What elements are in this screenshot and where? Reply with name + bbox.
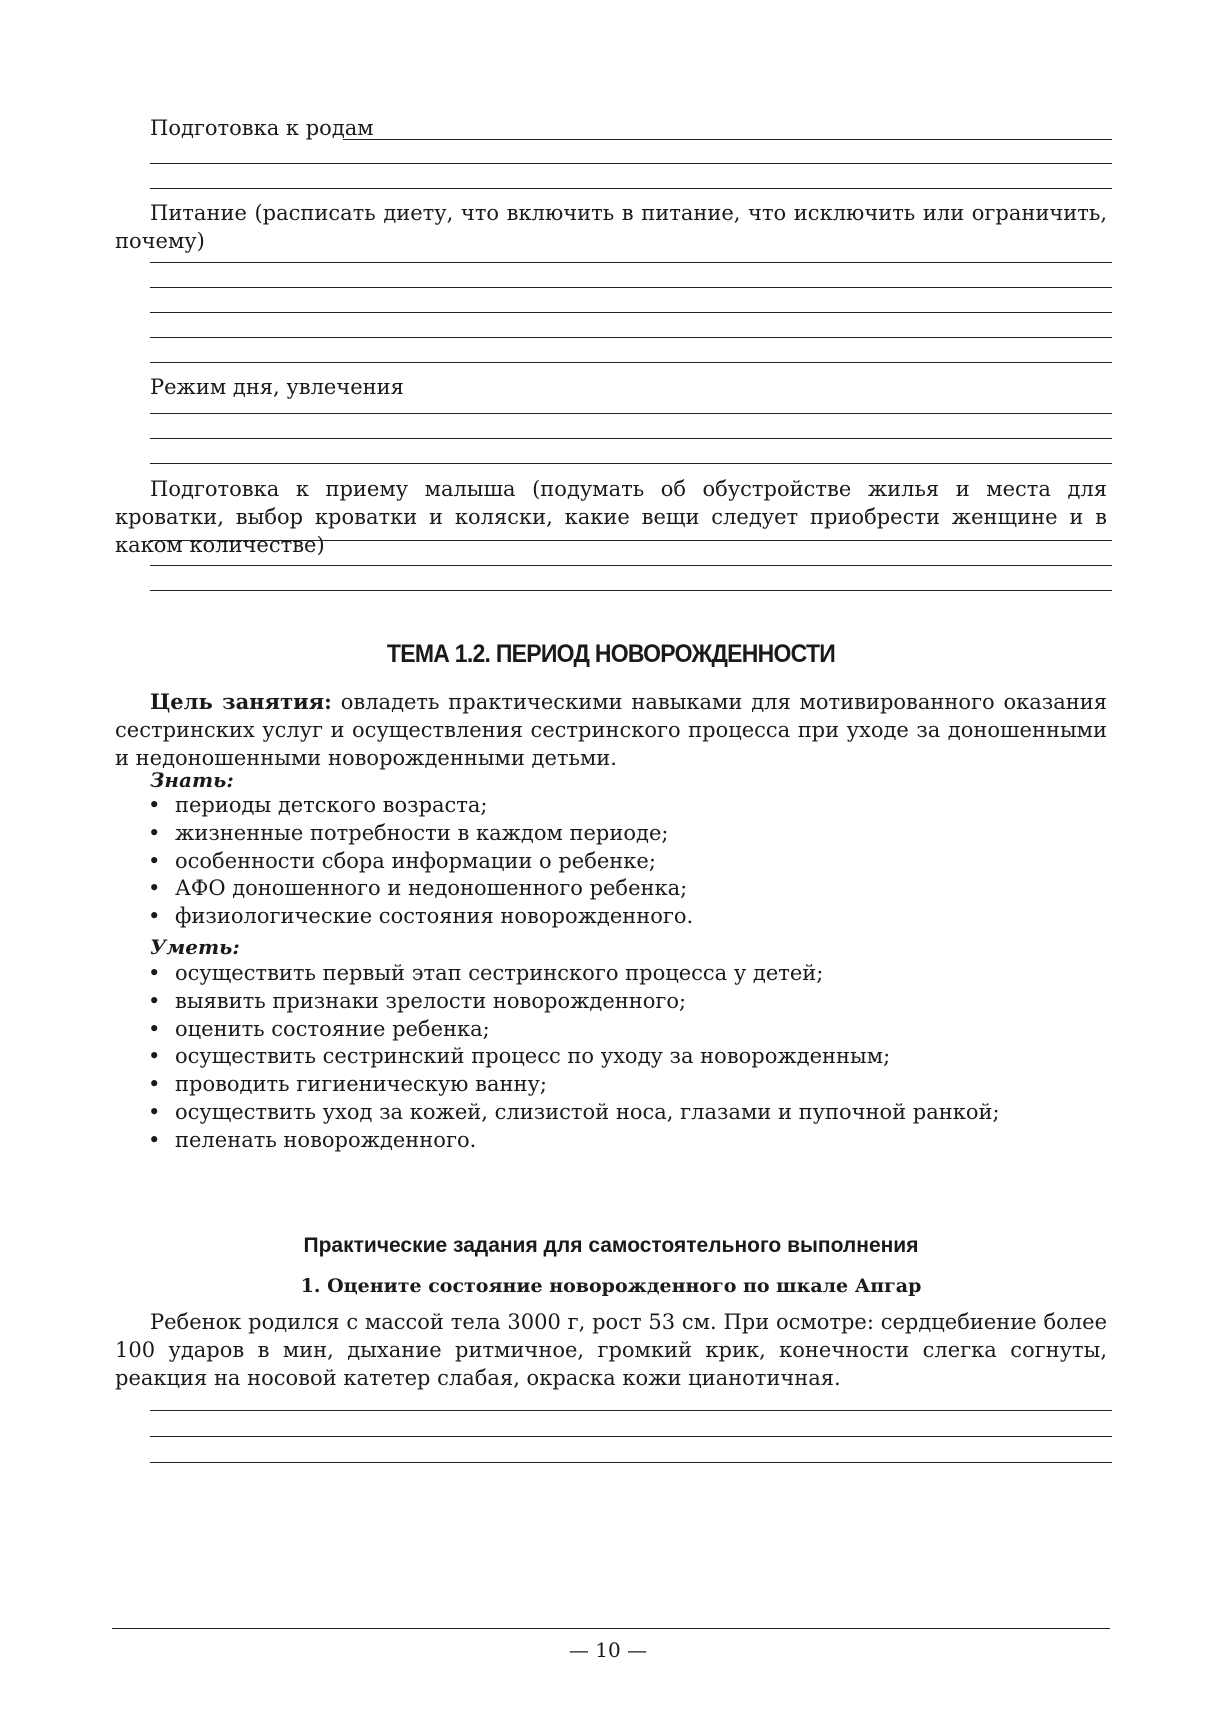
answer-line[interactable] (150, 287, 1112, 288)
bullet-icon: • (148, 1099, 161, 1124)
bullet-icon: • (148, 876, 161, 901)
goal-paragraph (115, 688, 1107, 772)
answer-line[interactable] (150, 540, 1112, 541)
list-item-text: периоды детского возраста; (175, 793, 488, 817)
know-list (115, 792, 1107, 931)
list-item-text: физиологические состояния новорожденного. (175, 904, 694, 929)
list-item (115, 988, 1107, 1016)
list-item (115, 960, 1107, 988)
answer-line[interactable] (150, 590, 1112, 591)
list-item (115, 820, 1107, 848)
nutrition-prompt: Питание (расписать диету, что включить в питание, что исключить или ограничить, почему) (115, 201, 1107, 253)
list-item-text: осуществить первый этап сестринского процесса у детей; (175, 961, 824, 985)
answer-line[interactable] (150, 565, 1112, 566)
know-label: Знать: (150, 768, 234, 792)
topic-title: ТЕМА 1.2. ПЕРИОД НОВОРОЖДЕННОСТИ (386, 640, 836, 668)
list-item-text: особенности сбора информации о ребенке; (175, 848, 656, 873)
answer-line[interactable] (150, 413, 1112, 414)
list-item (115, 848, 1107, 876)
list-item (115, 1043, 1107, 1071)
answer-line[interactable] (150, 163, 1112, 164)
answer-line[interactable] (150, 1436, 1112, 1437)
bullet-icon: • (148, 904, 161, 929)
list-item-text: АФО доношенного и недоношенного ребенка; (175, 876, 688, 901)
bullet-icon: • (148, 848, 161, 873)
answer-line[interactable] (150, 337, 1112, 338)
bullet-icon: • (148, 820, 161, 845)
answer-line[interactable] (150, 463, 1112, 464)
daily-regime-label: Режим дня, увлечения (150, 375, 404, 399)
task-1-title: 1. Оцените состояние новорожденного по шкале Апгар (300, 1275, 922, 1297)
list-item (115, 1099, 1107, 1127)
answer-line[interactable] (150, 1462, 1112, 1463)
answer-line[interactable] (343, 139, 1112, 140)
bullet-icon: • (148, 1044, 161, 1069)
bullet-icon: • (148, 1072, 161, 1097)
bullet-icon: • (148, 961, 161, 985)
bullet-icon: • (148, 988, 161, 1013)
practice-heading: Практические задания для самостоятельного выполнения (303, 1234, 919, 1257)
list-item (115, 1016, 1107, 1044)
list-item (115, 792, 1107, 820)
list-item-text: осуществить сестринский процесс по уходу за новорожденным; (175, 1044, 891, 1069)
bullet-icon: • (148, 793, 161, 817)
list-item-text: проводить гигиеническую ванну; (175, 1072, 547, 1097)
answer-line[interactable] (150, 188, 1112, 189)
bullet-icon: • (148, 1016, 161, 1041)
answer-line[interactable] (150, 262, 1112, 263)
can-label: Уметь: (150, 935, 240, 959)
birth-prep-label: Подготовка к родам (150, 116, 374, 140)
list-item (115, 875, 1107, 903)
answer-line[interactable] (150, 1410, 1112, 1411)
list-item-text: выявить признаки зрелости новорожденного; (175, 988, 687, 1013)
task-1-text: Ребенок родился с массой тела 3000 г, рост 53 см. При осмотре: сердцебиение более 100 ударов в мин, дыхание ритмичное, громкий крик, конечности слегка согнуты, реакция на носовой катетер слабая, окраска кожи цианотичная. (115, 1310, 1107, 1390)
answer-line[interactable] (150, 438, 1112, 439)
list-item-text: оценить состояние ребенка; (175, 1016, 490, 1041)
answer-line[interactable] (150, 312, 1112, 313)
footer-divider (112, 1628, 1110, 1629)
answer-line[interactable] (150, 362, 1112, 363)
list-item (115, 1071, 1107, 1099)
can-list (115, 960, 1107, 1155)
list-item (115, 903, 1107, 931)
bullet-icon: • (148, 1127, 161, 1152)
list-item (115, 1127, 1107, 1155)
baby-prep-prompt: Подготовка к приему малыша (подумать об обустройстве жилья и места для кроватки, выбор кроватки и коляски, какие вещи следует приобрести женщине и в каком количестве) (115, 477, 1107, 557)
list-item-text: осуществить уход за кожей, слизистой носа, глазами и пупочной ранкой; (175, 1099, 1000, 1124)
page-number: — 10 — (568, 1638, 648, 1662)
goal-label: Цель занятия: (150, 689, 332, 714)
list-item-text: жизненные потребности в каждом периоде; (175, 820, 669, 845)
goal-text: овладеть практическими навыками для мотивированного оказания сестринских услуг и осуществления сестринского процесса при уходе за доношенными и недоношенными новорожденными детьми. (115, 690, 1107, 770)
list-item-text: пеленать новорожденного. (175, 1127, 477, 1152)
